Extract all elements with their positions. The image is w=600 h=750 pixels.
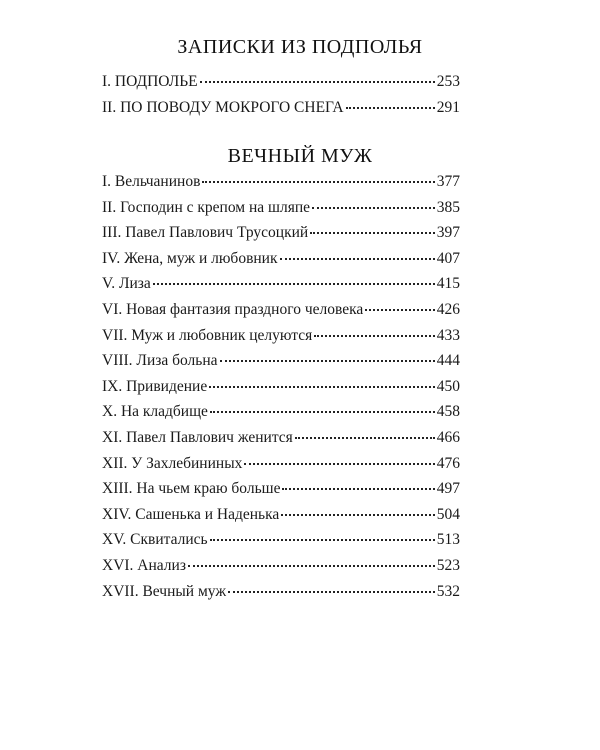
- dot-leader: [280, 258, 435, 260]
- toc-entry: [102, 250, 460, 276]
- dot-leader: [314, 335, 435, 337]
- toc-entry-page-number: 466: [436, 428, 460, 446]
- toc-entry-page-number: 458: [436, 403, 460, 421]
- toc-entry: [102, 583, 460, 609]
- section-title-vechny-muzh: ВЕЧНЫЙ МУЖ: [227, 145, 373, 167]
- toc-entry-page-number: 523: [436, 556, 460, 574]
- toc-entry-page-number: 397: [436, 224, 460, 242]
- toc-entry-label: XVI. Анализ: [102, 556, 186, 574]
- toc-entry-page-number: 476: [436, 454, 460, 472]
- toc-entry: [102, 378, 460, 404]
- toc-entry-page-number: 497: [436, 480, 460, 498]
- dot-leader: [200, 81, 435, 83]
- toc-entry-label: VIII. Лиза больна: [102, 352, 218, 370]
- toc-entry-label: XIII. На чьем краю больше: [102, 480, 281, 498]
- toc-entry: [102, 403, 460, 429]
- toc-entry-page-number: 407: [436, 249, 460, 267]
- dot-leader: [282, 488, 434, 490]
- toc-entry-label: I. Вельчанинов: [102, 173, 201, 190]
- toc-entry: [102, 173, 460, 199]
- dot-leader: [153, 283, 435, 285]
- dot-leader: [312, 207, 435, 209]
- toc-entry-page-number: 444: [436, 352, 460, 370]
- dot-leader: [210, 539, 435, 541]
- toc-entry: [102, 531, 460, 557]
- dot-leader: [365, 309, 434, 311]
- toc-entry: [102, 480, 460, 506]
- toc-entry: [102, 224, 460, 250]
- toc-entry: [102, 557, 460, 583]
- toc-entry-page-number: 426: [436, 300, 460, 318]
- toc-entry-label: XI. Павел Павлович женится: [102, 428, 293, 446]
- dot-leader: [202, 181, 434, 183]
- toc-entry-page-number: 377: [436, 173, 460, 190]
- toc-entry: [102, 99, 460, 125]
- toc-entry-page-number: 291: [436, 98, 460, 116]
- dot-leader: [346, 107, 435, 109]
- toc-entry-label: IV. Жена, муж и любовник: [102, 249, 278, 267]
- dot-leader: [210, 411, 435, 413]
- toc-entry-label: VI. Новая фантазия праздного человека: [102, 300, 364, 318]
- toc-entry-page-number: 433: [436, 326, 460, 344]
- toc-entry-label: III. Павел Павлович Трусоцкий: [102, 224, 309, 242]
- toc-entry-label: XIV. Сашенька и Наденька: [102, 505, 280, 523]
- dot-leader: [295, 437, 435, 439]
- toc-entry-label: II. Господин с крепом на шляпе: [102, 198, 311, 216]
- toc-entry-label: XVII. Вечный муж: [102, 582, 227, 600]
- toc-entry: [102, 199, 460, 225]
- toc-entry: [102, 73, 460, 99]
- dot-leader: [281, 514, 434, 516]
- toc-entry: [102, 506, 460, 532]
- toc-entry-label: IX. Привидение: [102, 377, 208, 395]
- toc-entry-page-number: 450: [436, 377, 460, 395]
- toc-list-vechny-muzh: [102, 173, 460, 608]
- section-title-zapiski-iz-podpolya: ЗАПИСКИ ИЗ ПОДПОЛЬЯ: [177, 36, 423, 58]
- dot-leader: [220, 360, 435, 362]
- toc-entry-page-number: 253: [436, 73, 460, 90]
- toc-entry-label: V. Лиза: [102, 275, 151, 293]
- toc-entry-label: VII. Муж и любовник целуются: [102, 326, 313, 344]
- toc-entry-page-number: 532: [436, 582, 460, 600]
- toc-entry-page-number: 504: [436, 505, 460, 523]
- toc-entry: [102, 455, 460, 481]
- toc-entry: [102, 275, 460, 301]
- toc-entry-label: II. ПО ПОВОДУ МОКРОГО СНЕГА: [102, 98, 344, 116]
- toc-entry-label: XII. У Захлебининых: [102, 454, 243, 472]
- toc-entry-label: X. На кладбище: [102, 403, 208, 421]
- toc-entry-label: I. ПОДПОЛЬЕ: [102, 73, 198, 90]
- toc-list-zapiski-iz-podpolya: [102, 73, 460, 124]
- toc-entry: [102, 301, 460, 327]
- toc-entry: [102, 352, 460, 378]
- dot-leader: [188, 565, 435, 567]
- toc-entry: [102, 429, 460, 455]
- toc-entry-page-number: 385: [436, 198, 460, 216]
- toc-entry-label: XV. Сквитались: [102, 531, 208, 549]
- dot-leader: [228, 591, 435, 593]
- dot-leader: [310, 232, 435, 234]
- toc-entry: [102, 327, 460, 353]
- toc-entry-page-number: 513: [436, 531, 460, 549]
- dot-leader: [244, 463, 434, 465]
- dot-leader: [209, 386, 435, 388]
- toc-entry-page-number: 415: [436, 275, 460, 293]
